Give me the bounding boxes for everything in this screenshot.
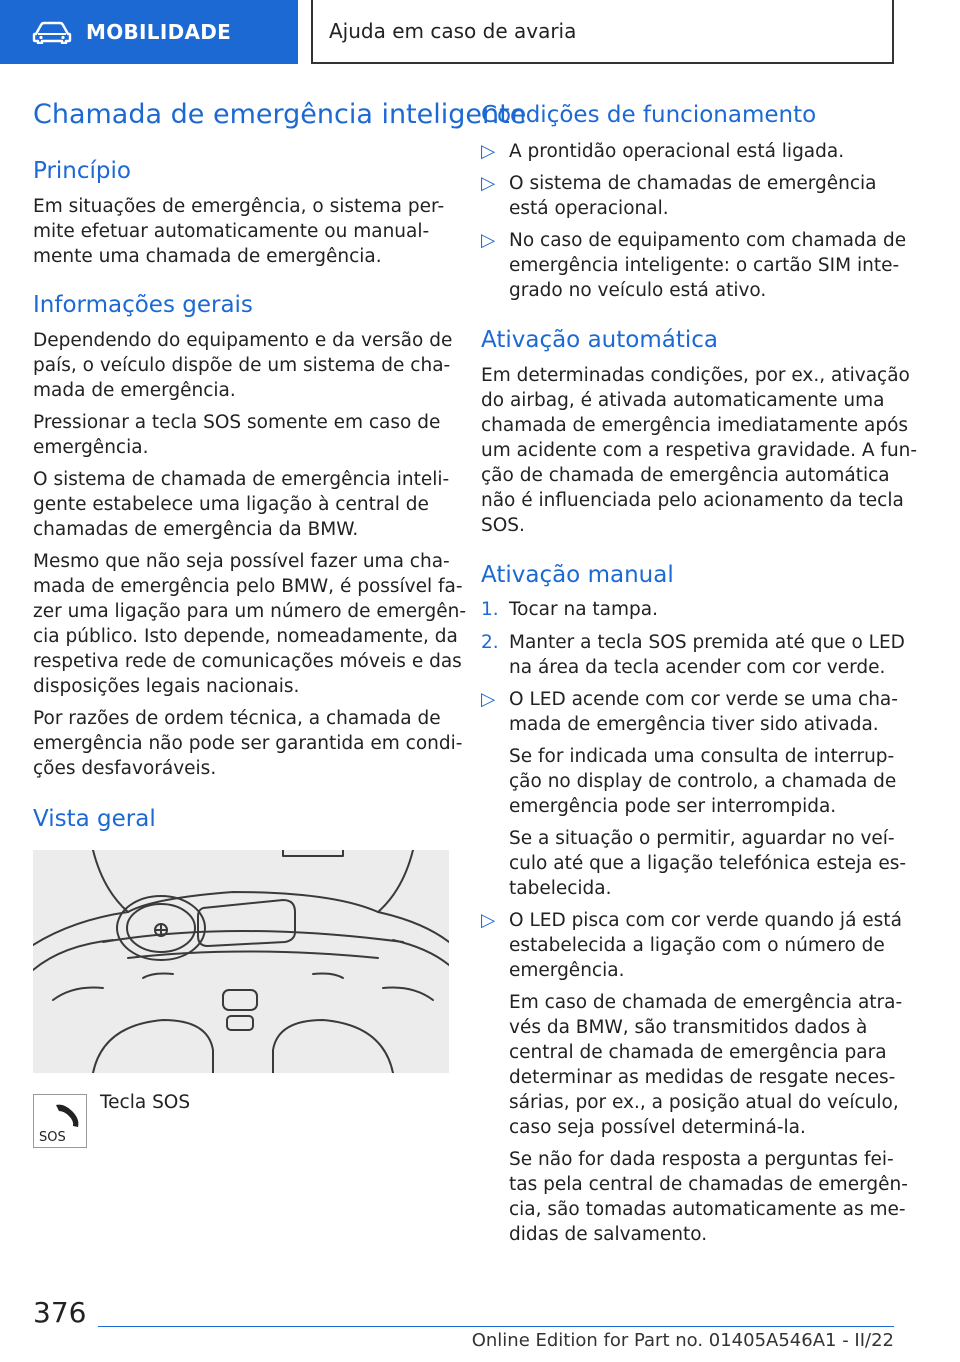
chapter-header bbox=[311, 0, 894, 64]
text-line: No caso de equipamento com chamada de bbox=[509, 230, 907, 251]
text-line: Em determinadas condições, por ex., ativação bbox=[481, 365, 910, 386]
text-line: tas pela central de chamadas de emergên- bbox=[509, 1174, 908, 1195]
text-line: Em caso de chamada de emergência atra- bbox=[509, 992, 903, 1013]
heading-informacoes: Informações gerais bbox=[33, 292, 253, 318]
text-line: está operacional. bbox=[509, 198, 669, 219]
sos-legend: Tecla SOS bbox=[100, 1092, 191, 1113]
heading-ativacao-automatica: Ativação automática bbox=[481, 327, 718, 353]
text-line: didas de salvamento. bbox=[509, 1224, 708, 1245]
text-line: mada de emergência. bbox=[33, 380, 236, 401]
page-title: Chamada de emergência inteligente bbox=[33, 99, 527, 130]
dashboard-illustration bbox=[33, 850, 449, 1073]
step-number: 1. bbox=[481, 599, 499, 620]
text-line: disposições legais nacionais. bbox=[33, 676, 300, 697]
text-line: emergência pode ser interrompida. bbox=[509, 796, 837, 817]
page-number: 376 bbox=[33, 1296, 87, 1329]
text-line: grado no veículo está ativo. bbox=[509, 280, 767, 301]
car-icon bbox=[32, 20, 72, 44]
phone-icon bbox=[34, 1095, 86, 1147]
text-line: na área da tecla acender com cor verde. bbox=[509, 657, 886, 678]
text-line: chamada de emergência imediatamente após bbox=[481, 415, 909, 436]
text-line: mente uma chamada de emergência. bbox=[33, 246, 382, 267]
text-line: do airbag, é ativada automaticamente uma bbox=[481, 390, 885, 411]
text-line: Se for indicada uma consulta de interrup- bbox=[509, 746, 895, 767]
text-line: cia, são tomadas automaticamente as me- bbox=[509, 1199, 906, 1220]
text-line: mada de emergência pelo BMW, é possível fa- bbox=[33, 576, 463, 597]
text-line: mite efetuar automaticamente ou manual- bbox=[33, 221, 430, 242]
text-line: ção no display de controlo, a chamada de bbox=[509, 771, 897, 792]
heading-condicoes: Condições de funcionamento bbox=[481, 102, 817, 128]
text-line: chamadas de emergência da BMW. bbox=[33, 519, 359, 540]
text-line: emergência não pode ser garantida em condi- bbox=[33, 733, 463, 754]
bullet-marker: ▷ bbox=[481, 230, 496, 251]
text-line: respetiva rede de comunicações móveis e das bbox=[33, 651, 462, 672]
text-line: estabelecida a ligação com o número de bbox=[509, 935, 885, 956]
section-tab[interactable] bbox=[0, 0, 298, 64]
text-line: O sistema de chamada de emergência inteli- bbox=[33, 469, 450, 490]
text-line: ções desfavoráveis. bbox=[33, 758, 217, 779]
text-line: O LED acende com cor verde se uma cha- bbox=[509, 689, 898, 710]
sos-button-icon bbox=[33, 1094, 87, 1148]
bullet-marker: ▷ bbox=[481, 689, 496, 710]
text-line: sárias, por ex., a posição atual do veículo, bbox=[509, 1092, 899, 1113]
text-line: não é influenciada pelo acionamento da tecla bbox=[481, 490, 904, 511]
text-line: Dependendo do equipamento e da versão de bbox=[33, 330, 453, 351]
text-line: mada de emergência tiver sido ativada. bbox=[509, 714, 879, 735]
text-line: Em situações de emergência, o sistema per- bbox=[33, 196, 445, 217]
text-line: Se a situação o permitir, aguardar no veí- bbox=[509, 828, 895, 849]
heading-ativacao-manual: Ativação manual bbox=[481, 562, 674, 588]
text-line: caso seja possível determiná-la. bbox=[509, 1117, 806, 1138]
text-line: Tocar na tampa. bbox=[509, 599, 658, 620]
text-line: emergência. bbox=[33, 437, 149, 458]
text-line: determinar as medidas de resgate neces- bbox=[509, 1067, 896, 1088]
text-line: tabelecida. bbox=[509, 878, 612, 899]
heading-principio: Princípio bbox=[33, 158, 131, 184]
text-line: cia público. Isto depende, nomeadamente, da bbox=[33, 626, 458, 647]
text-line: ção de chamada de emergência automática bbox=[481, 465, 890, 486]
text-line: A prontidão operacional está ligada. bbox=[509, 141, 845, 162]
text-line: zer uma ligação para um número de emergên- bbox=[33, 601, 466, 622]
text-line: um acidente com a respetiva gravidade. A fun- bbox=[481, 440, 918, 461]
bullet-marker: ▷ bbox=[481, 141, 496, 162]
section-label: MOBILIDADE bbox=[86, 20, 232, 44]
text-line: Pressionar a tecla SOS somente em caso de bbox=[33, 412, 441, 433]
text-line: vés da BMW, são transmitidos dados à bbox=[509, 1017, 868, 1038]
heading-vista-geral: Vista geral bbox=[33, 806, 156, 832]
text-line: Mesmo que não seja possível fazer uma cha- bbox=[33, 551, 450, 572]
text-line: emergência inteligente: o cartão SIM inte- bbox=[509, 255, 900, 276]
text-line: gente estabelece uma ligação à central de bbox=[33, 494, 429, 515]
text-line: Por razões de ordem técnica, a chamada de bbox=[33, 708, 441, 729]
chapter-title: Ajuda em caso de avaria bbox=[329, 19, 577, 43]
text-line: emergência. bbox=[509, 960, 625, 981]
text-line: O sistema de chamadas de emergência bbox=[509, 173, 877, 194]
bullet-marker: ▷ bbox=[481, 910, 496, 931]
text-line: SOS. bbox=[481, 515, 525, 536]
footer-edition[interactable]: Online Edition for Part no. 01405A546A1 - II/22 bbox=[471, 1330, 894, 1351]
bullet-marker: ▷ bbox=[481, 173, 496, 194]
sos-icon-text: SOS bbox=[39, 1130, 66, 1145]
text-line: país, o veículo dispõe de um sistema de cha- bbox=[33, 355, 451, 376]
interior-illustration bbox=[33, 850, 449, 1073]
step-number: 2. bbox=[481, 632, 499, 653]
text-line: Se não for dada resposta a perguntas fei- bbox=[509, 1149, 894, 1170]
text-line: central de chamada de emergência para bbox=[509, 1042, 887, 1063]
footer-divider bbox=[98, 1326, 894, 1327]
text-line: culo até que a ligação telefónica esteja es- bbox=[509, 853, 907, 874]
text-line: Manter a tecla SOS premida até que o LED bbox=[509, 632, 905, 653]
text-line: O LED pisca com cor verde quando já está bbox=[509, 910, 902, 931]
